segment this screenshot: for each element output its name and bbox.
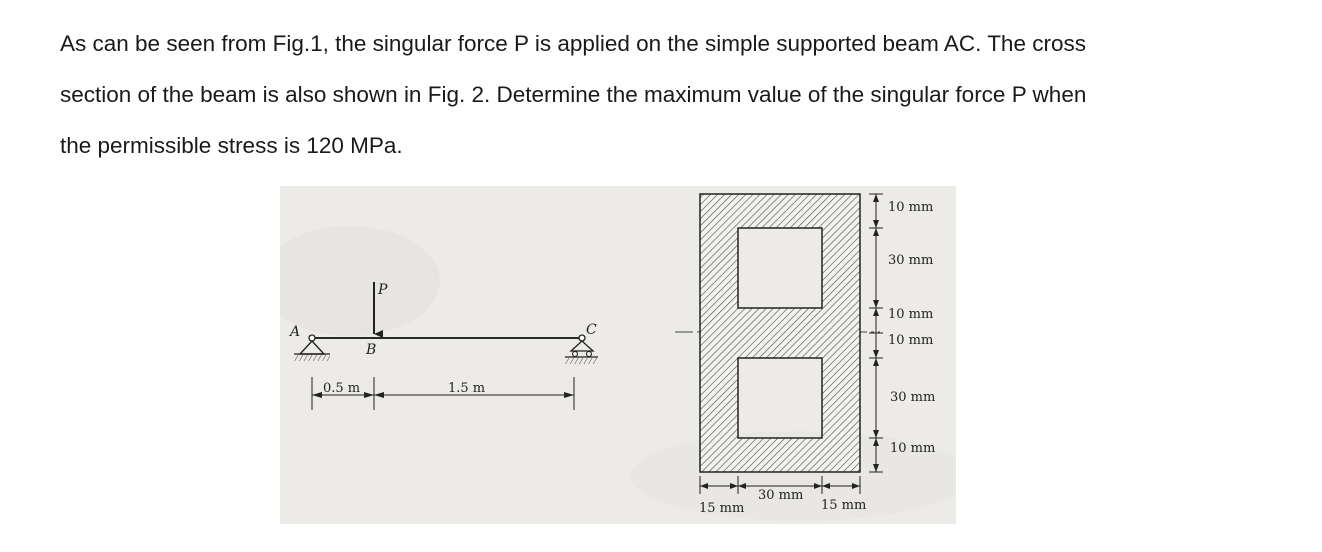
- dim-bottom-wall: 10 mm: [890, 441, 936, 456]
- dim-mid-lower: 10 mm: [888, 333, 934, 348]
- point-b-label: B: [366, 342, 377, 358]
- problem-line-3: the permissible stress is 120 MPa.: [60, 133, 403, 158]
- dim-top-wall: 10 mm: [888, 200, 934, 215]
- dim-left-wall: 15 mm: [699, 501, 745, 516]
- point-a-label: A: [290, 324, 301, 340]
- problem-statement: [60, 18, 1270, 171]
- dim-hole-width: 30 mm: [758, 488, 804, 503]
- span-ab-label: 0.5 m: [323, 381, 361, 396]
- span-bc-label: 1.5 m: [448, 381, 486, 396]
- force-label: P: [378, 282, 388, 298]
- dim-lower-hole: 30 mm: [890, 390, 936, 405]
- figure-photo: [280, 186, 956, 524]
- problem-line-1: As can be seen from Fig.1, the singular force P is applied on the simple supported beam AC. The cross: [60, 31, 1086, 56]
- dim-upper-hole: 30 mm: [888, 253, 934, 268]
- dim-right-wall: 15 mm: [821, 498, 867, 513]
- problem-line-2: section of the beam is also shown in Fig. 2. Determine the maximum value of the singular force P when: [60, 82, 1087, 107]
- dim-mid-upper: 10 mm: [888, 307, 934, 322]
- point-c-label: C: [586, 322, 597, 338]
